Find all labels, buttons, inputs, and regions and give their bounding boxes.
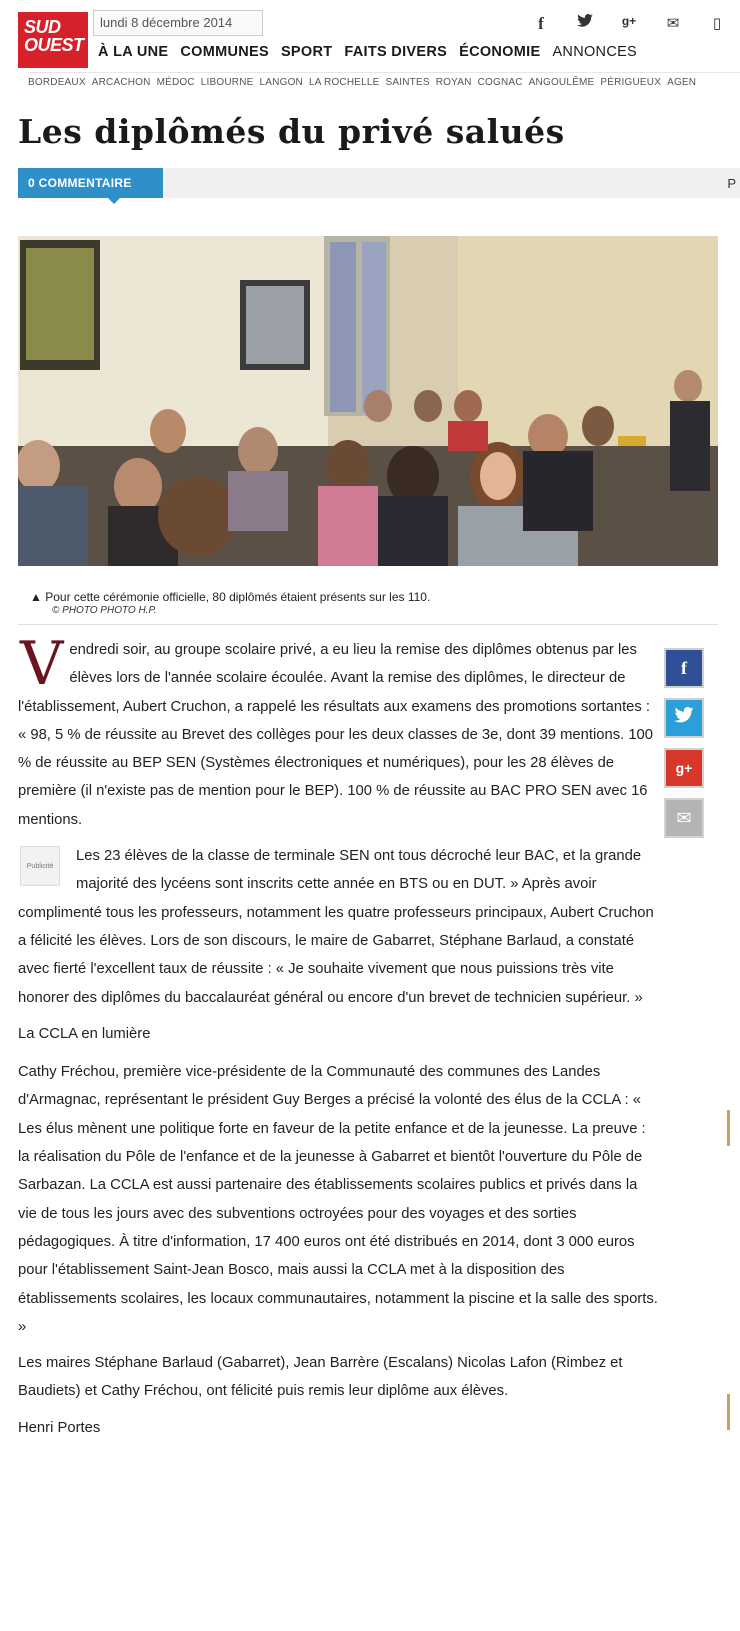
nav-sport[interactable]: SPORT [280, 44, 333, 60]
subnav-bordeaux[interactable]: BORDEAUX [28, 77, 86, 88]
bookmark-icon[interactable]: ▯ [712, 15, 722, 32]
mail-share-button[interactable] [664, 798, 704, 838]
scroll-edge-mark [727, 1394, 730, 1430]
article-photo[interactable] [18, 236, 718, 566]
subnav-langon[interactable]: LANGON [259, 77, 303, 88]
main-nav [98, 44, 637, 60]
nav-faits-divers[interactable]: FAITS DIVERS [344, 44, 448, 60]
comment-bar-edge-text: P [727, 176, 736, 191]
side-share-bar [664, 648, 704, 838]
nav-economie[interactable]: ÉCONOMIE [459, 44, 541, 60]
drop-cap: V [20, 629, 64, 699]
sud-ouest-logo[interactable] [18, 12, 88, 68]
classroom-photo-illustration [18, 236, 718, 566]
article-author: Henri Portes [18, 1419, 101, 1436]
facebook-icon[interactable]: f [538, 14, 544, 33]
nav-communes[interactable]: COMMUNES [180, 44, 269, 60]
facebook-share-button[interactable] [664, 648, 704, 688]
article-subheading: La CCLA en lumière [18, 1025, 151, 1042]
site-header [0, 0, 740, 100]
subnav-agen[interactable]: AGEN [667, 77, 697, 88]
date-display: lundi 8 décembre 2014 [93, 10, 263, 36]
logo-line-2: OUEST [24, 35, 84, 55]
subnav-libourne[interactable]: LIBOURNE [200, 77, 254, 88]
subnav-saintes[interactable]: SAINTES [385, 77, 430, 88]
googleplus-icon[interactable]: g+ [621, 14, 637, 28]
article-title: Les diplômés du privé salués [18, 112, 565, 151]
subnav-angouleme[interactable]: ANGOULÊME [528, 77, 595, 88]
comment-count-button[interactable]: 0 COMMENTAIRE [18, 168, 163, 198]
subnav-medoc[interactable]: MÉDOC [156, 77, 195, 88]
scroll-edge-mark [727, 1110, 730, 1146]
nav-annonces[interactable]: ANNONCES [552, 44, 638, 60]
twitter-icon [674, 707, 694, 729]
city-nav [28, 72, 740, 88]
ad-placeholder[interactable]: Publicité [20, 846, 60, 886]
subnav-royan[interactable]: ROYAN [435, 77, 472, 88]
caption-divider [18, 624, 718, 625]
googleplus-share-button[interactable] [664, 748, 704, 788]
nav-a-la-une[interactable]: À LA UNE [98, 44, 169, 60]
subnav-arcachon[interactable]: ARCACHON [91, 77, 151, 88]
mail-icon[interactable]: ✉ [666, 15, 680, 32]
googleplus-icon: g+ [675, 760, 693, 776]
subnav-cognac[interactable]: COGNAC [477, 77, 523, 88]
photo-credit: © PHOTO PHOTO H.P. [52, 605, 157, 616]
header-share-bar [530, 14, 728, 36]
mail-icon: ✉ [676, 807, 692, 828]
subnav-perigueux[interactable]: PÉRIGUEUX [600, 77, 662, 88]
article-paragraph-3: Cathy Fréchou, première vice-présidente de la Communauté des communes des Landes d'Armagnac, représentant le président Guy Berges a précisé la volonté des élus de la CCLA : « Les élus mènent une politique forte en faveur de la petite enfance et de la jeunesse. La preuve : la réalisation du Pôle de l'enfance et de la jeunesse à Gabarret et bientôt l'ouverture du Pôle de Sarbazan. La CCLA est aussi partenaire des établissements scolaires publics et privés dans la vie de tous les jours avec des subventions octroyées pour des voyages et des sorties pédagogiques. À titre d'information, 17 400 euros ont été distribués en 2014, dont 3 000 euros pour l'établissement Saint-Jean Bosco, mais aussi la CCLA met à la disposition des établissements scolaires, les locaux communautaires, notamment la piscine et la salle des sports. » [18, 1064, 658, 1335]
photo-caption: ▲ Pour cette cérémonie officielle, 80 diplômés étaient présents sur les 110. [30, 590, 431, 604]
article-body [18, 629, 658, 1442]
comment-bar [18, 168, 740, 198]
twitter-share-button[interactable] [664, 698, 704, 738]
paragraph-2-text: Les 23 élèves de la classe de terminale SEN ont tous décroché leur BAC, et la grande majorité des lycéens sont inscrits cette année en BTS ou en DUT. » Après avoir complimenté tous les professeurs, notamment les quatre professeurs principaux, Aubert Cruchon a félicité les élèves. Lors de son discours, le maire de Gabarret, Stéphane Barlaud, a constaté avec fierté l'excellent taux de réussite : « Je souhaite vivement que nous puissions très vite honorer des diplômes du baccalauréat général ou encore d'un brevet de technicien supérieur. » [18, 848, 654, 1006]
twitter-icon[interactable] [574, 14, 596, 36]
subnav-la-rochelle[interactable]: LA ROCHELLE [308, 77, 380, 88]
article-paragraph-4: Les maires Stéphane Barlaud (Gabarret), Jean Barrère (Escalans) Nicolas Lafon (Rimbez et Baudiets) et Cathy Fréchou, ont félicité puis remis leur diplôme aux élèves. [18, 1355, 623, 1400]
article-paragraph-2 [18, 842, 658, 1012]
facebook-icon: f [681, 657, 687, 678]
logo-line-1: SUD [24, 17, 61, 37]
paragraph-1-text: endredi soir, au groupe scolaire privé, a eu lieu la remise des diplômes obtenus par les élèves lors de l'année scolaire écoulée. Avant la remise des diplômes, le directeur de l'établissement, Aubert Cruchon, a rappelé les résultats aux examens des promotions sortantes : « 98, 5 % de réussite au Brevet des collèges pour les deux classes de 3e, dont 39 mentions. 100 % de réussite au BEP SEN (Systèmes électroniques et numériques), pour les 28 élèves de première (il n'existe pas de mention pour le BEP). 100 % de réussite au BAC PRO SEN avec 16 mentions. [18, 642, 654, 828]
article-paragraph-1 [18, 629, 658, 834]
